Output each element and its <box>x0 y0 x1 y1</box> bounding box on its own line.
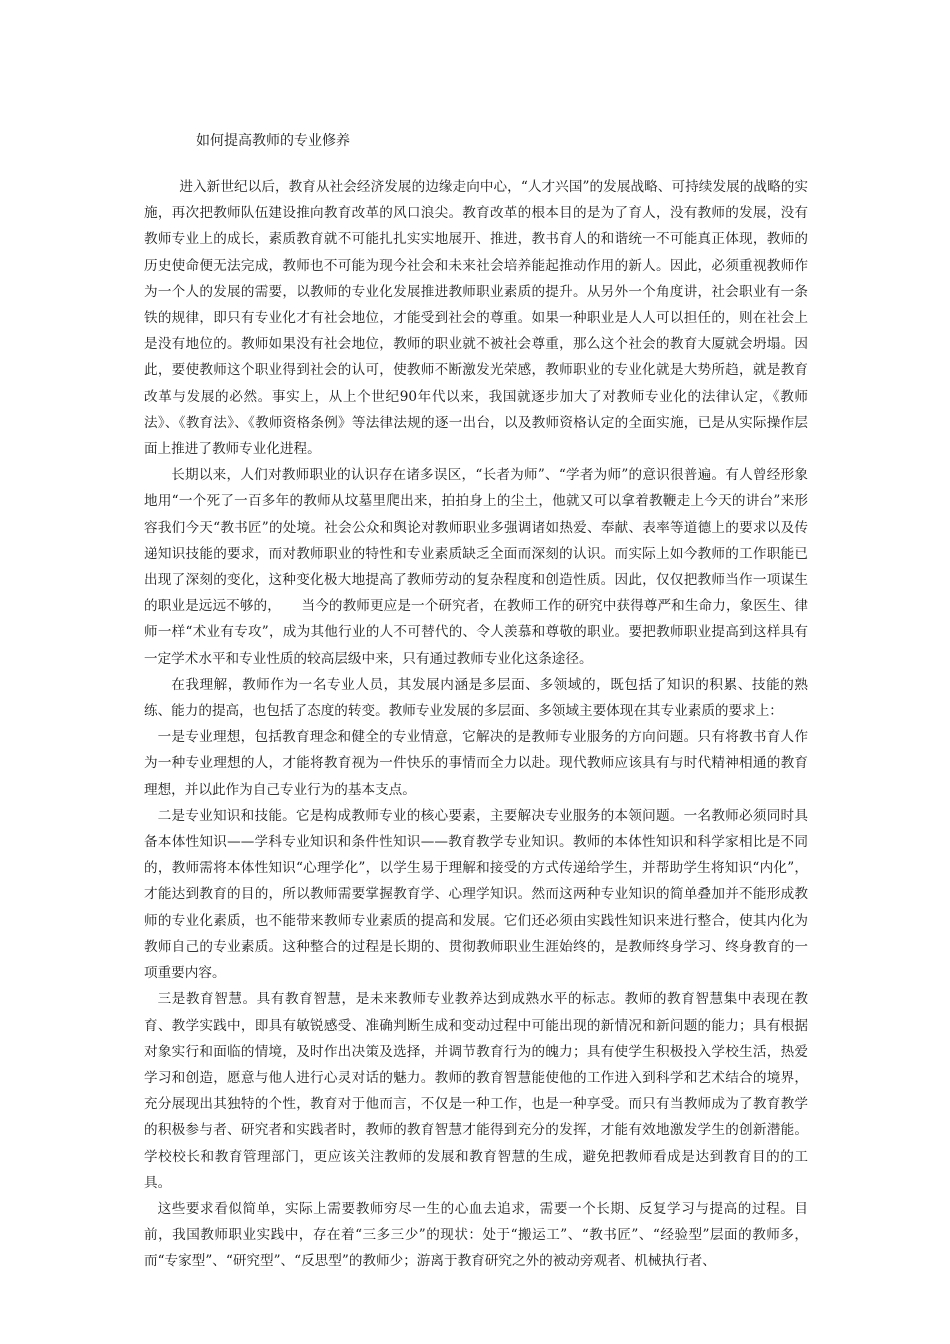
paragraph-3: 在我理解，教师作为一名专业人员，其发展内涵是多层面、多领域的，既包括了知识的积累、技能的熟练、能力的提高，也包括了态度的转变。教师专业发展的多层面、多领域主要体现在其专业素质的要求上： <box>144 676 808 720</box>
document-title: 如何提高教师的专业修养 <box>196 133 350 149</box>
paragraph-6: 三是教育智慧。具有教育智慧，是未来教师专业教养达到成熟水平的标志。教师的教育智慧集中表现在教育、教学实践中，即具有敏锐感受、准确判断生成和变动过程中可能出现的新情况和新问题的能力；具有根据对象实行和面临的情境，及时作出决策及选择，并调节教育行为的魄力；具有使学生积极投入学校生活，热爱学习和创造，愿意与他人进行心灵对话的魅力。教师的教育智慧能使他的工作进入到科学和艺术结合的境界，充分展现出其独特的个性，教育对于他而言，不仅是一种工作，也是一种享受。而只有当教师成为了教育教学的积极参与者、研究者和实践者时，教师的教育智慧才能得到充分的发挥，才能有效地激发学生的创新潜能。学校校长和教育管理部门，更应该关注教师的发展和教育智慧的生成，避免把教师看成是达到教育目的的工具。 <box>144 991 808 1191</box>
paragraph-4: 一是专业理想，包括教育理念和健全的专业情意，它解决的是教师专业服务的方向问题。只有将教书育人作为一种专业理想的人，才能将教育视为一件快乐的事情而全力以赴。现代教师应该具有与时代精神相通的教育理想，并以此作为自己专业行为的基本支点。 <box>144 729 808 798</box>
paragraph-1: 进入新世纪以后，教育从社会经济发展的边缘走向中心，“人才兴国”的发展战略、可持续发展的战略的实施，再次把教师队伍建设推向教育改革的风口浪尖。教育改革的根本目的是为了育人，没有教师的发展，没有教师专业上的成长，素质教育就不可能扎扎实实地展开、推进，教书育人的和谐统一不可能真正体现，教师的历史使命便无法完成，教师也不可能为现今社会和未来社会培养能起推动作用的新人。因此，必须重视教师作为一个人的发展的需要，以教师的专业化发展推进教师职业素质的提升。从另外一个角度讲，社会职业有一条铁的规律，即只有专业化才有社会地位，才能受到社会的尊重。如果一种职业是人人可以担任的，则在社会上是没有地位的。教师如果没有社会地位，教师的职业就不被社会尊重，那么这个社会的教育大厦就会坍塌。因此，要使教师这个职业得到社会的认可，使教师不断激发光荣感，教师职业的专业化就是大势所趋，就是教育改革与发展的必然。事实上，从上个世纪90年代以来，我国就逐步加大了对教师专业化的法律认定，《教师法》、《教育法》、《教师资格条例》等法律法规的逐一出台，以及教师资格认定的全面实施，已是从实际操作层面上推进了教师专业化进程。 <box>144 179 808 458</box>
paragraph-5: 二是专业知识和技能。它是构成教师专业的核心要素，主要解决专业服务的本领问题。一名教师必须同时具备本体性知识——学科专业知识和条件性知识——教育教学专业知识。教师的本体性知识和科学家相比是不同的，教师需将本体性知识“心理学化”，以学生易于理解和接受的方式传递给学生，并帮助学生将知识“内化”，才能达到教育的目的，所以教师需要掌握教育学、心理学知识。然而这两种专业知识的简单叠加并不能形成教师的专业化素质，也不能带来教师专业素质的提高和发展。它们还必须由实践性知识来进行整合，使其内化为教师自己的专业素质。这种整合的过程是长期的、贯彻教师职业生涯始终的，是教师终身学习、终身教育的一项重要内容。 <box>144 807 808 982</box>
paragraph-2: 长期以来，人们对教师职业的认识存在诸多误区，“长者为师”、“学者为师”的意识很普遍。有人曾经形象地用“一个死了一百多年的教师从坟墓里爬出来，拍拍身上的尘土，他就又可以拿着教鞭走上今天的讲台”来形容我们今天“教书匠”的处境。社会公众和舆论对教师职业多强调诸如热爱、奉献、表率等道德上的要求以及传递知识技能的要求，而对教师职业的特性和专业素质缺乏全面而深刻的认识。而实际上如今教师的工作职能已出现了深刻的变化，这种变化极大地提高了教师劳动的复杂程度和创造性质。因此，仅仅把教师当作一项谋生的职业是远远不够的， 当今的教师更应是一个研究者，在教师工作的研究中获得尊严和生命力，象医生、律师一样“术业有专攻”，成为其他行业的人不可替代的、令人羡慕和尊敬的职业。要把教师职业提高到这样具有一定学术水平和专业性质的较高层级中来，只有通过教师专业化这条途径。 <box>144 467 808 667</box>
document-body <box>144 174 808 1275</box>
paragraph-7: 这些要求看似简单，实际上需要教师穷尽一生的心血去追求，需要一个长期、反复学习与提高的过程。目前，我国教师职业实践中，存在着“三多三少”的现状：处于“搬运工”、“教书匠”、“经验型”层面的教师多，而“专家型”、“研究型”、“反思型”的教师少；游离于教育研究之外的被动旁观者、机械执行者、 <box>144 1200 808 1270</box>
